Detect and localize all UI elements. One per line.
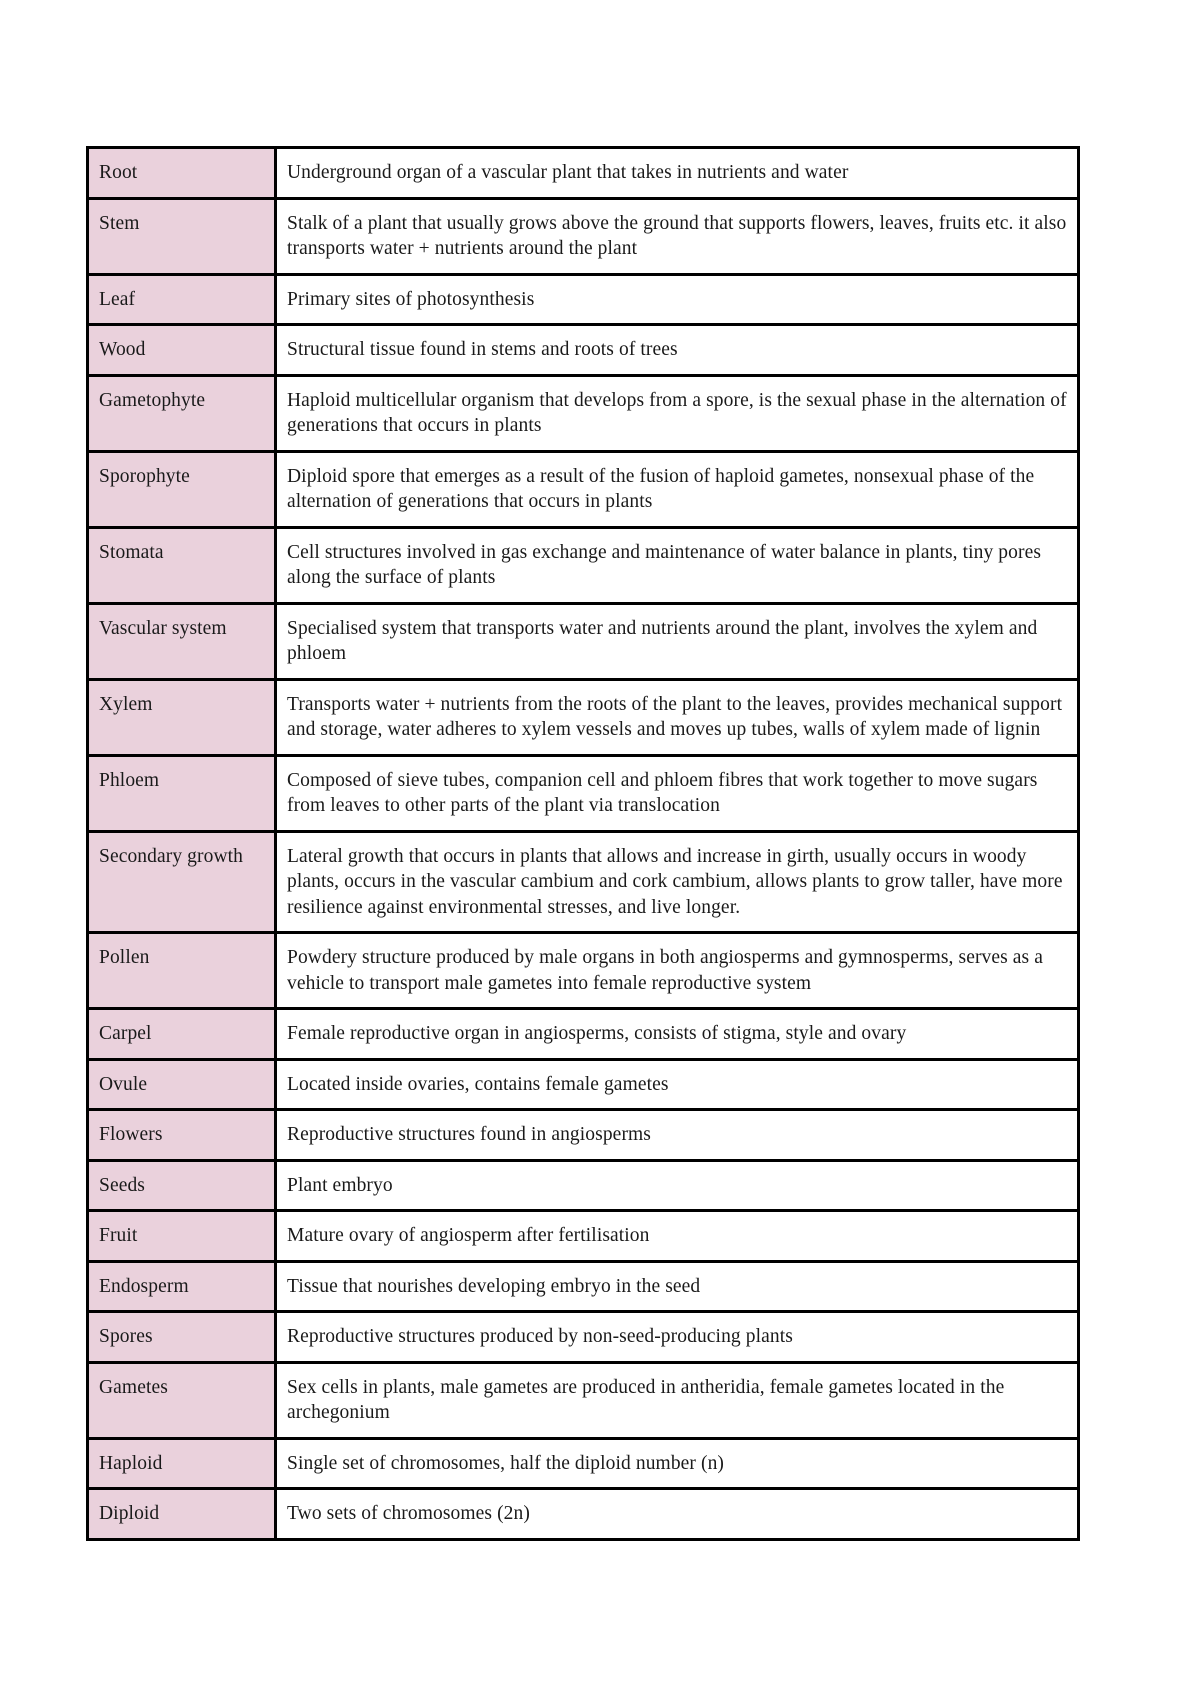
table-row <box>88 603 1079 679</box>
glossary-table <box>86 146 1080 1541</box>
definition-cell: Primary sites of photosynthesis <box>276 274 1079 325</box>
table-row <box>88 451 1079 527</box>
definition-cell: Transports water + nutrients from the roots of the plant to the leaves, provides mechanical support and storage, water adheres to xylem vessels and moves up tubes, walls of xylem made of lignin <box>276 679 1079 755</box>
definition-cell: Single set of chromosomes, half the diploid number (n) <box>276 1438 1079 1489</box>
term-cell: Seeds <box>88 1160 276 1211</box>
term-cell: Gametes <box>88 1362 276 1438</box>
term-cell: Xylem <box>88 679 276 755</box>
term-cell: Leaf <box>88 274 276 325</box>
table-row <box>88 1438 1079 1489</box>
table-row <box>88 375 1079 451</box>
table-row <box>88 274 1079 325</box>
term-cell: Diploid <box>88 1489 276 1540</box>
term-cell: Root <box>88 148 276 199</box>
definition-cell: Stalk of a plant that usually grows above the ground that supports flowers, leaves, fruits etc. it also transports water + nutrients around the plant <box>276 198 1079 274</box>
definition-cell: Diploid spore that emerges as a result of the fusion of haploid gametes, nonsexual phase of the alternation of generations that occurs in plants <box>276 451 1079 527</box>
definition-cell: Located inside ovaries, contains female gametes <box>276 1059 1079 1110</box>
definition-cell: Mature ovary of angiosperm after fertilisation <box>276 1211 1079 1262</box>
definition-cell: Tissue that nourishes developing embryo in the seed <box>276 1261 1079 1312</box>
table-row <box>88 198 1079 274</box>
term-cell: Spores <box>88 1312 276 1363</box>
definition-cell: Plant embryo <box>276 1160 1079 1211</box>
definition-cell: Sex cells in plants, male gametes are produced in antheridia, female gametes located in the archegonium <box>276 1362 1079 1438</box>
definition-cell: Two sets of chromosomes (2n) <box>276 1489 1079 1540</box>
definition-cell: Lateral growth that occurs in plants that allows and increase in girth, usually occurs in woody plants, occurs in the vascular cambium and cork cambium, allows plants to grow taller, have more resilience against environmental stresses, and live longer. <box>276 831 1079 933</box>
term-cell: Pollen <box>88 933 276 1009</box>
term-cell: Endosperm <box>88 1261 276 1312</box>
table-row <box>88 1160 1079 1211</box>
term-cell: Vascular system <box>88 603 276 679</box>
table-row <box>88 755 1079 831</box>
definition-cell: Underground organ of a vascular plant that takes in nutrients and water <box>276 148 1079 199</box>
term-cell: Secondary growth <box>88 831 276 933</box>
table-row <box>88 1489 1079 1540</box>
term-cell: Wood <box>88 325 276 376</box>
term-cell: Stem <box>88 198 276 274</box>
table-row <box>88 1009 1079 1060</box>
term-cell: Phloem <box>88 755 276 831</box>
definition-cell: Reproductive structures found in angiosperms <box>276 1110 1079 1161</box>
table-row <box>88 1362 1079 1438</box>
table-row <box>88 1312 1079 1363</box>
table-row <box>88 148 1079 199</box>
term-cell: Carpel <box>88 1009 276 1060</box>
term-cell: Ovule <box>88 1059 276 1110</box>
table-row <box>88 527 1079 603</box>
table-row <box>88 1110 1079 1161</box>
table-row <box>88 1211 1079 1262</box>
definition-cell: Specialised system that transports water and nutrients around the plant, involves the xylem and phloem <box>276 603 1079 679</box>
term-cell: Sporophyte <box>88 451 276 527</box>
definition-cell: Cell structures involved in gas exchange and maintenance of water balance in plants, tiny pores along the surface of plants <box>276 527 1079 603</box>
table-row <box>88 679 1079 755</box>
table-row <box>88 1261 1079 1312</box>
term-cell: Gametophyte <box>88 375 276 451</box>
definition-cell: Haploid multicellular organism that develops from a spore, is the sexual phase in the alternation of generations that occurs in plants <box>276 375 1079 451</box>
table-row <box>88 325 1079 376</box>
table-row <box>88 933 1079 1009</box>
definition-cell: Structural tissue found in stems and roots of trees <box>276 325 1079 376</box>
term-cell: Stomata <box>88 527 276 603</box>
glossary-table-body <box>88 148 1079 1540</box>
term-cell: Fruit <box>88 1211 276 1262</box>
definition-cell: Powdery structure produced by male organs in both angiosperms and gymnosperms, serves as a vehicle to transport male gametes into female reproductive system <box>276 933 1079 1009</box>
table-row <box>88 1059 1079 1110</box>
table-row <box>88 831 1079 933</box>
definition-cell: Reproductive structures produced by non-seed-producing plants <box>276 1312 1079 1363</box>
term-cell: Haploid <box>88 1438 276 1489</box>
definition-cell: Female reproductive organ in angiosperms, consists of stigma, style and ovary <box>276 1009 1079 1060</box>
term-cell: Flowers <box>88 1110 276 1161</box>
definition-cell: Composed of sieve tubes, companion cell and phloem fibres that work together to move sugars from leaves to other parts of the plant via translocation <box>276 755 1079 831</box>
